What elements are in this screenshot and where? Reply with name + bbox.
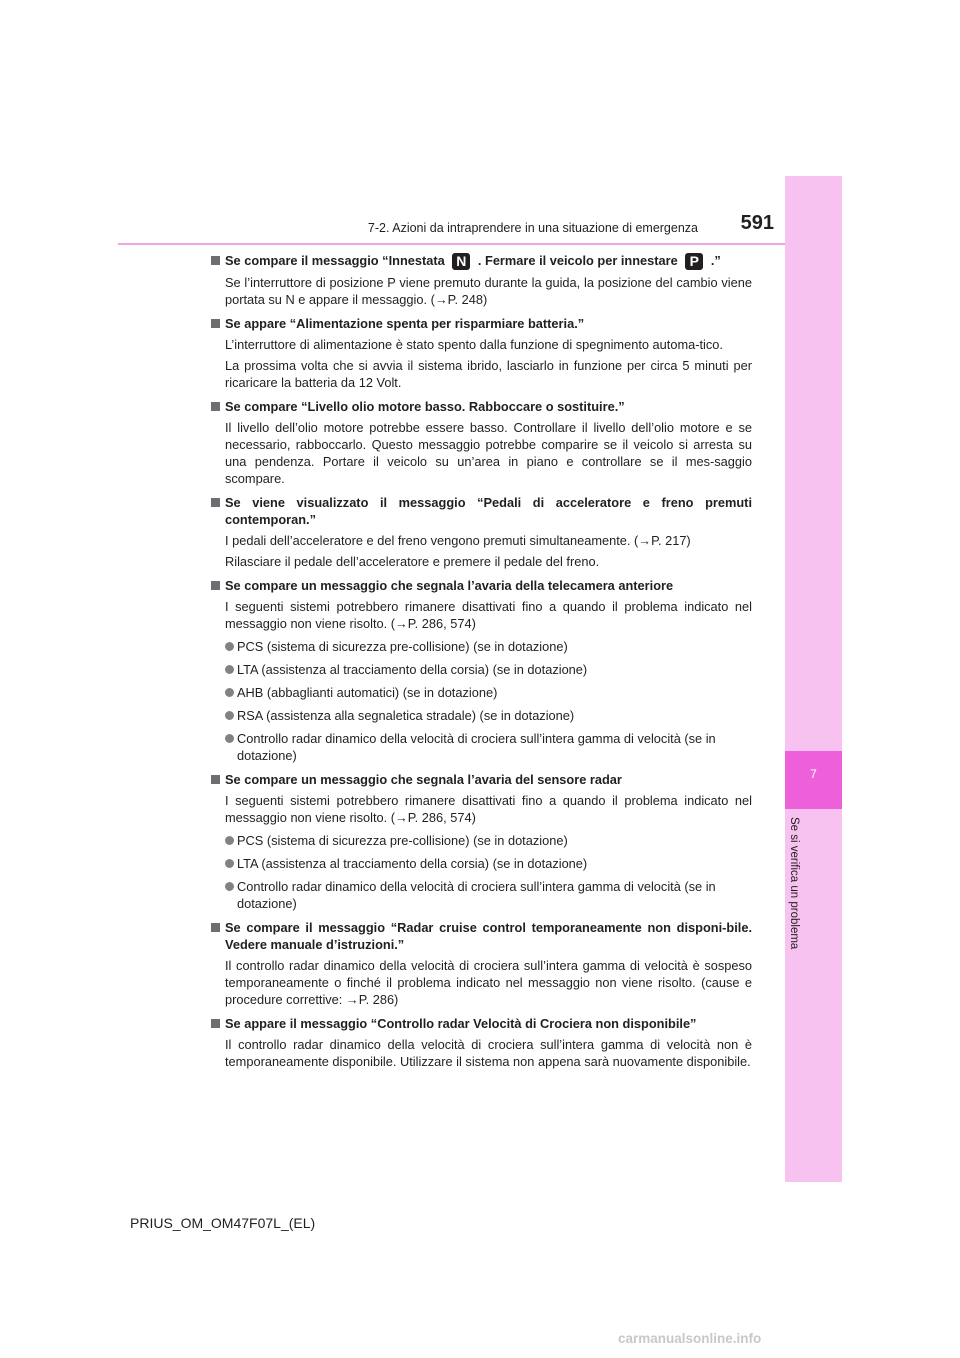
section-title: 7-2. Azioni da intraprendere in una situazione di emergenza: [367, 221, 698, 235]
item-paragraph: Se l’interruttore di posizione P viene premuto durante la guida, la posizione del cambio viene portata su N e appare il messaggio. (→P. 248): [225, 275, 752, 308]
list-item: LTA (assistenza al tracciamento della corsia) (se in dotazione): [210, 855, 752, 872]
item-heading: Se compare un messaggio che segnala l’avaria della telecamera anteriore: [210, 577, 752, 594]
item-paragraph: I seguenti sistemi potrebbero rimanere disattivati fino a quando il problema indicato nel messaggio non viene risolto. (→P. 286, 574): [225, 793, 752, 826]
message-item: [210, 771, 752, 912]
side-tab: [785, 176, 842, 1182]
item-heading: Se appare il messaggio “Controllo radar Velocità di Crociera non disponibile”: [210, 1015, 752, 1032]
list-item: AHB (abbaglianti automatici) (se in dotazione): [210, 684, 752, 701]
item-paragraph: La prossima volta che si avvia il sistema ibrido, lasciarlo in funzione per circa 5 minuti per ricaricare la batteria da 12 Volt.: [225, 358, 752, 391]
item-paragraph: L’interruttore di alimentazione è stato spento dalla funzione di spegnimento automa-tico.: [225, 337, 723, 353]
side-tab-chapter-number: 7: [810, 767, 817, 781]
item-heading: Se viene visualizzato il messaggio “Pedali di acceleratore e freno premuti contemporan.”: [210, 494, 752, 528]
message-item: [210, 577, 752, 764]
list-item: Controllo radar dinamico della velocità di crociera sull’intera gamma di velocità (se in dotazione): [210, 878, 752, 912]
header-rule: [118, 243, 842, 245]
list-item: Controllo radar dinamico della velocità di crociera sull’intera gamma di velocità (se in dotazione): [210, 730, 752, 764]
list-item: PCS (sistema di sicurezza pre-collisione) (se in dotazione): [210, 832, 752, 849]
item-paragraph: Il controllo radar dinamico della velocità di crociera sull’intera gamma di velocità non è temporaneamente disponibile. Utilizzare il sistema non appena sarà nuovamente disponibile.: [225, 1037, 752, 1070]
message-item: [210, 252, 752, 308]
message-item: [210, 315, 752, 391]
item-heading: Se compare il messaggio “Radar cruise control temporaneamente non disponi-bile. Vedere manuale d’istruzioni.”: [210, 919, 752, 953]
item-paragraph: Rilasciare il pedale dell’acceleratore e premere il pedale del freno.: [225, 554, 600, 570]
list-item: LTA (assistenza al tracciamento della corsia) (se in dotazione): [210, 661, 752, 678]
message-item: [210, 1015, 752, 1070]
item-heading: [210, 252, 752, 270]
item-heading: Se appare “Alimentazione spenta per risparmiare batteria.”: [210, 315, 752, 332]
item-paragraph: I pedali dell’acceleratore e del freno vengono premuti simultaneamente. (→P. 217): [225, 533, 691, 549]
gear-n-icon: N: [452, 253, 470, 270]
side-tab-chapter-title: Se si verifica un problema: [788, 817, 800, 950]
list-item: RSA (assistenza alla segnaletica stradale) (se in dotazione): [210, 707, 752, 724]
document-code: PRIUS_OM_OM47F07L_(EL): [130, 1215, 316, 1231]
heading-text: Se compare il messaggio “Innestata: [225, 253, 445, 268]
item-heading: Se compare un messaggio che segnala l’avaria del sensore radar: [210, 771, 752, 788]
heading-text: . Fermare il veicolo per innestare: [477, 253, 678, 268]
page-number: 591: [740, 212, 774, 234]
item-paragraph: I seguenti sistemi potrebbero rimanere disattivati fino a quando il problema indicato nel messaggio non viene risolto. (→P. 286, 574): [225, 599, 752, 632]
message-item: [210, 919, 752, 1008]
watermark: carmanualsonline.info: [618, 1331, 762, 1346]
item-heading: Se compare “Livello olio motore basso. Rabboccare o sostituire.”: [210, 398, 752, 415]
gear-p-icon: P: [685, 253, 703, 270]
list-item: PCS (sistema di sicurezza pre-collisione) (se in dotazione): [210, 638, 752, 655]
message-item: [210, 494, 752, 570]
content: [210, 252, 752, 1077]
item-paragraph: Il controllo radar dinamico della velocità di crociera sull’intera gamma di velocità è sospeso temporaneamente o finché il problema indicato nel messaggio non viene risolto. (cause e procedure correttive: →P. 286): [225, 958, 752, 1008]
heading-text: .”: [710, 253, 721, 268]
message-item: [210, 398, 752, 487]
item-paragraph: Il livello dell’olio motore potrebbe essere basso. Controllare il livello dell’olio motore e se necessario, rabboccarlo. Questo messaggio potrebbe comparire se il veicolo si arresta su una pendenza. Portare il veicolo su un’area in piano e controllare se il mes-saggio scompare.: [225, 420, 752, 487]
